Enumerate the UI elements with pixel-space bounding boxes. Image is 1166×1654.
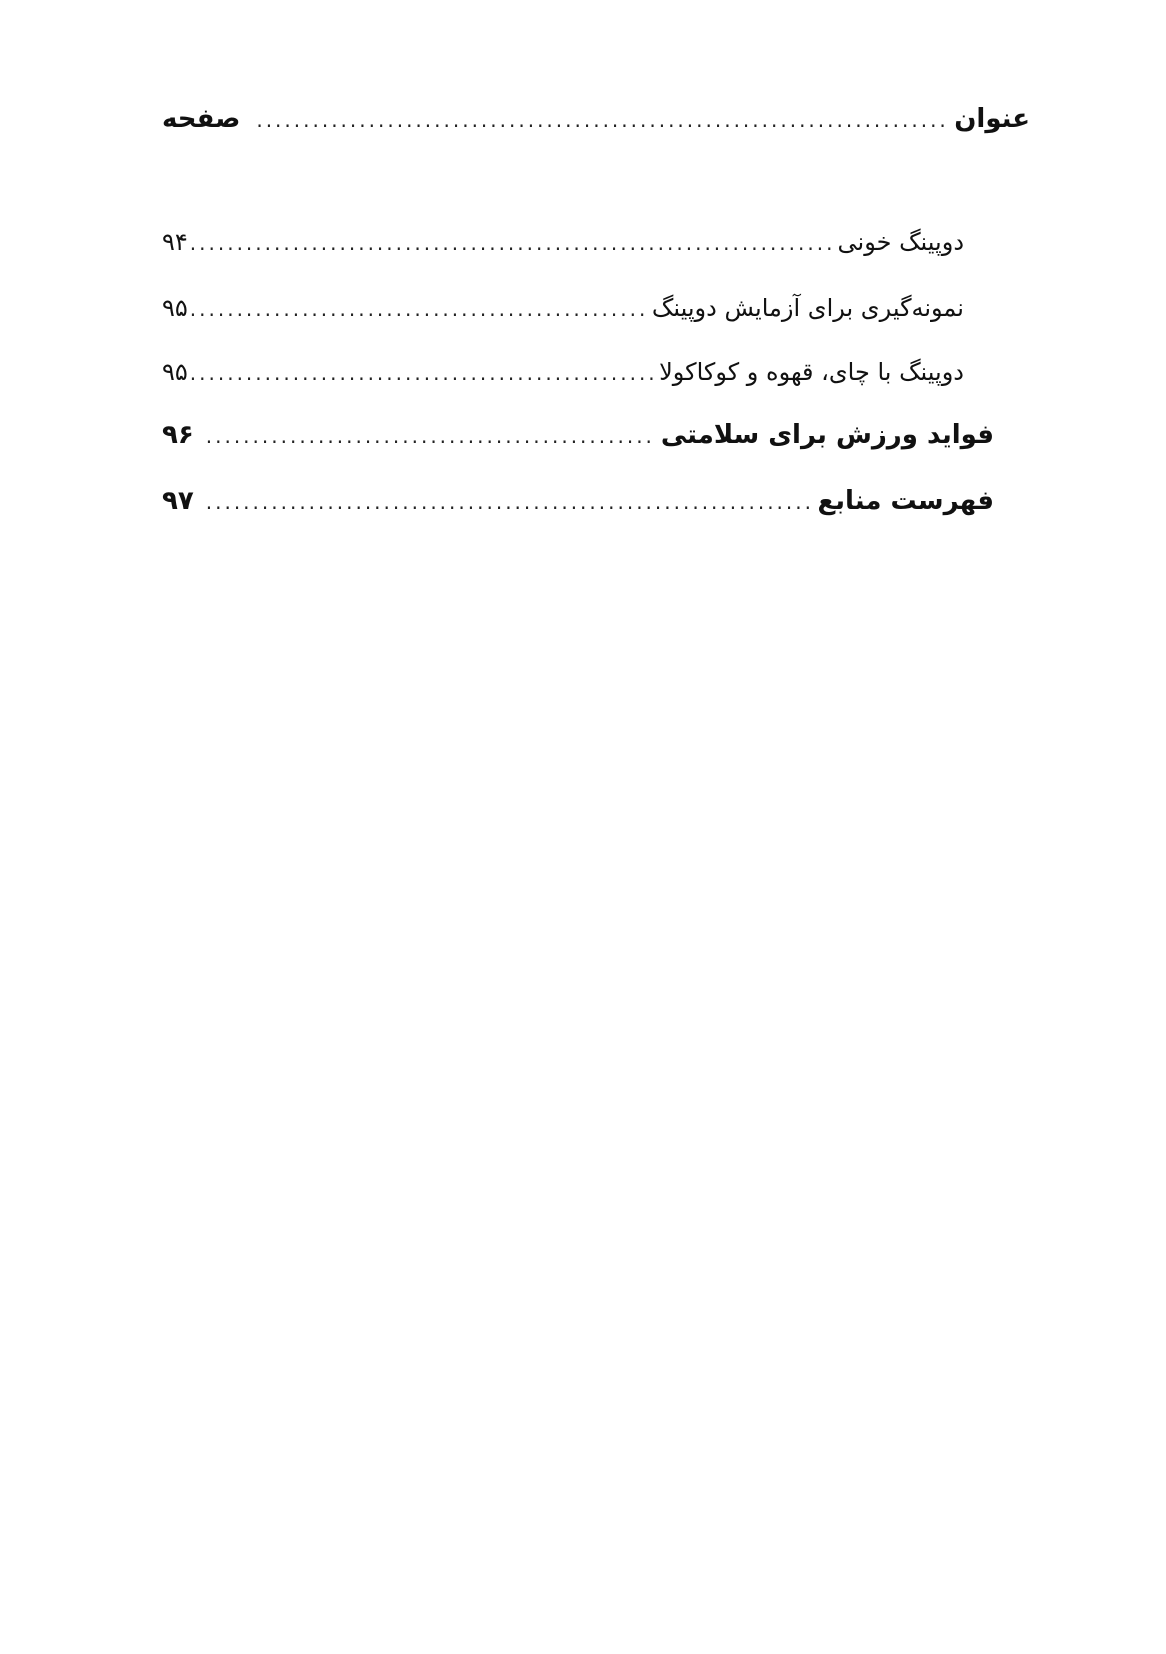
- toc-entry[interactable]: [162, 358, 964, 386]
- toc-entry-page-number: ۹۶: [162, 420, 194, 450]
- toc-header: [162, 104, 1030, 134]
- toc-entry-page-number: ۹۷: [162, 486, 194, 516]
- toc-entry-title: فواید ورزش برای سلامتی: [660, 420, 994, 450]
- toc-entry-title: نمونه‌گیری برای آزمایش دوپینگ: [651, 294, 964, 322]
- toc-entry-page-number: ۹۴: [162, 228, 188, 256]
- toc-header-page-label: صفحه: [162, 104, 241, 134]
- toc-entry-title: فهرست منابع: [817, 486, 994, 516]
- toc-entry-leader-dots: [190, 231, 832, 255]
- toc-entry-title: دوپینگ با چای، قهوه و کوکاکولا: [659, 358, 964, 386]
- toc-entry[interactable]: [162, 420, 994, 450]
- toc-entry[interactable]: [162, 486, 994, 516]
- toc-entry-leader-dots: [190, 361, 653, 385]
- toc-entry-leader-dots: [190, 297, 646, 321]
- toc-entry-leader-dots: [196, 490, 812, 514]
- toc-header-leader-dots: [242, 108, 948, 132]
- toc-entry-leader-dots: [196, 424, 655, 448]
- toc-entry[interactable]: [162, 228, 964, 256]
- toc-entry-page-number: ۹۵: [162, 358, 188, 386]
- toc-header-title-label: عنوان: [954, 104, 1030, 134]
- toc-entry-title: دوپینگ خونی: [837, 228, 964, 256]
- toc-entry[interactable]: [162, 294, 964, 322]
- toc-entry-page-number: ۹۵: [162, 294, 188, 322]
